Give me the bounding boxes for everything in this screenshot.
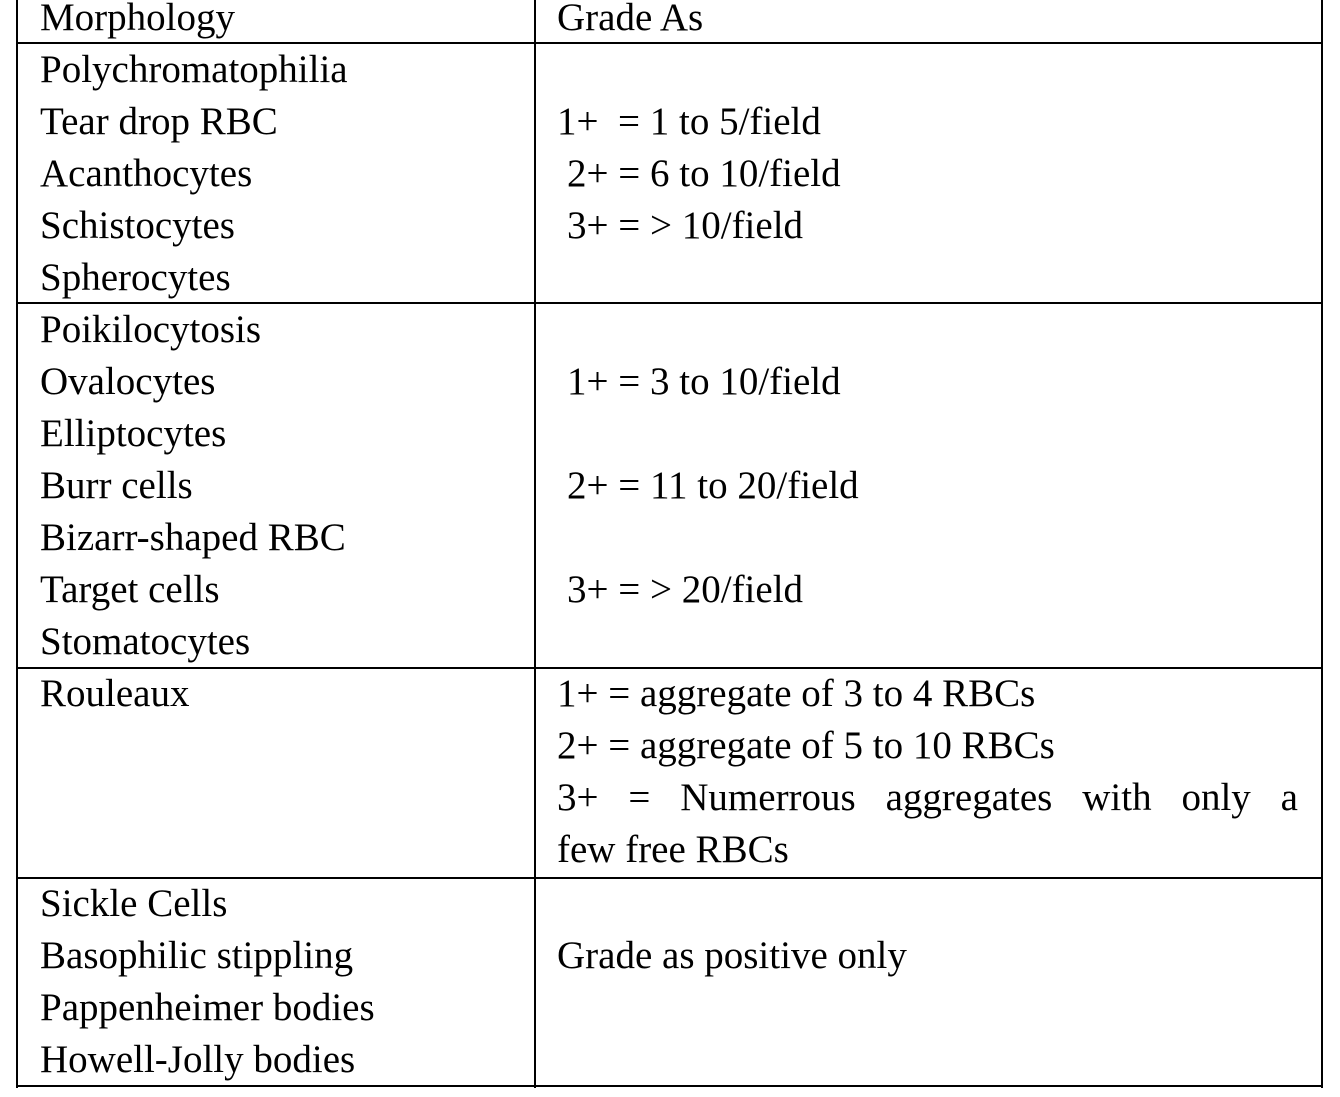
morphology-item: Poikilocytosis [40, 308, 262, 351]
grade-item: 2+ = 11 to 20/field [567, 464, 859, 507]
morphology-item: Target cells [40, 568, 220, 611]
grade-item: 2+ = 6 to 10/field [567, 152, 841, 195]
morphology-item: Schistocytes [40, 204, 235, 247]
morphology-item: Bizarr-shaped RBC [40, 516, 346, 559]
header-grade-as: Grade As [557, 0, 704, 39]
morphology-item: Rouleaux [40, 672, 190, 715]
header-morphology: Morphology [40, 0, 235, 39]
morphology-item: Sickle Cells [40, 882, 228, 925]
grade-item: 3+ = Numerrous aggregates with only a [557, 776, 1298, 819]
morphology-item: Howell-Jolly bodies [40, 1038, 356, 1081]
morphology-item: Tear drop RBC [40, 100, 278, 143]
morphology-item: Basophilic stippling [40, 934, 354, 977]
morphology-item: Spherocytes [40, 256, 231, 299]
morphology-item: Pappenheimer bodies [40, 986, 375, 1029]
table-border-right [1321, 0, 1323, 1088]
table-border-left [16, 0, 18, 1088]
grade-item: 1+ = 3 to 10/field [567, 360, 841, 403]
grade-item: 2+ = aggregate of 5 to 10 RBCs [557, 724, 1055, 767]
morphology-item: Ovalocytes [40, 360, 216, 403]
morphology-item: Acanthocytes [40, 152, 253, 195]
grade-item: Grade as positive only [557, 934, 907, 977]
morphology-item: Burr cells [40, 464, 193, 507]
morphology-item: Elliptocytes [40, 412, 227, 455]
column-divider [534, 0, 536, 1088]
morphology-item: Stomatocytes [40, 620, 251, 663]
grade-item: 3+ = > 20/field [567, 568, 804, 611]
morphology-item: Polychromatophilia [40, 48, 348, 91]
grade-item: 1+ = 1 to 5/field [557, 100, 821, 143]
grade-item: 3+ = > 10/field [567, 204, 804, 247]
grade-item: 1+ = aggregate of 3 to 4 RBCs [557, 672, 1036, 715]
grade-item: few free RBCs [557, 828, 789, 871]
